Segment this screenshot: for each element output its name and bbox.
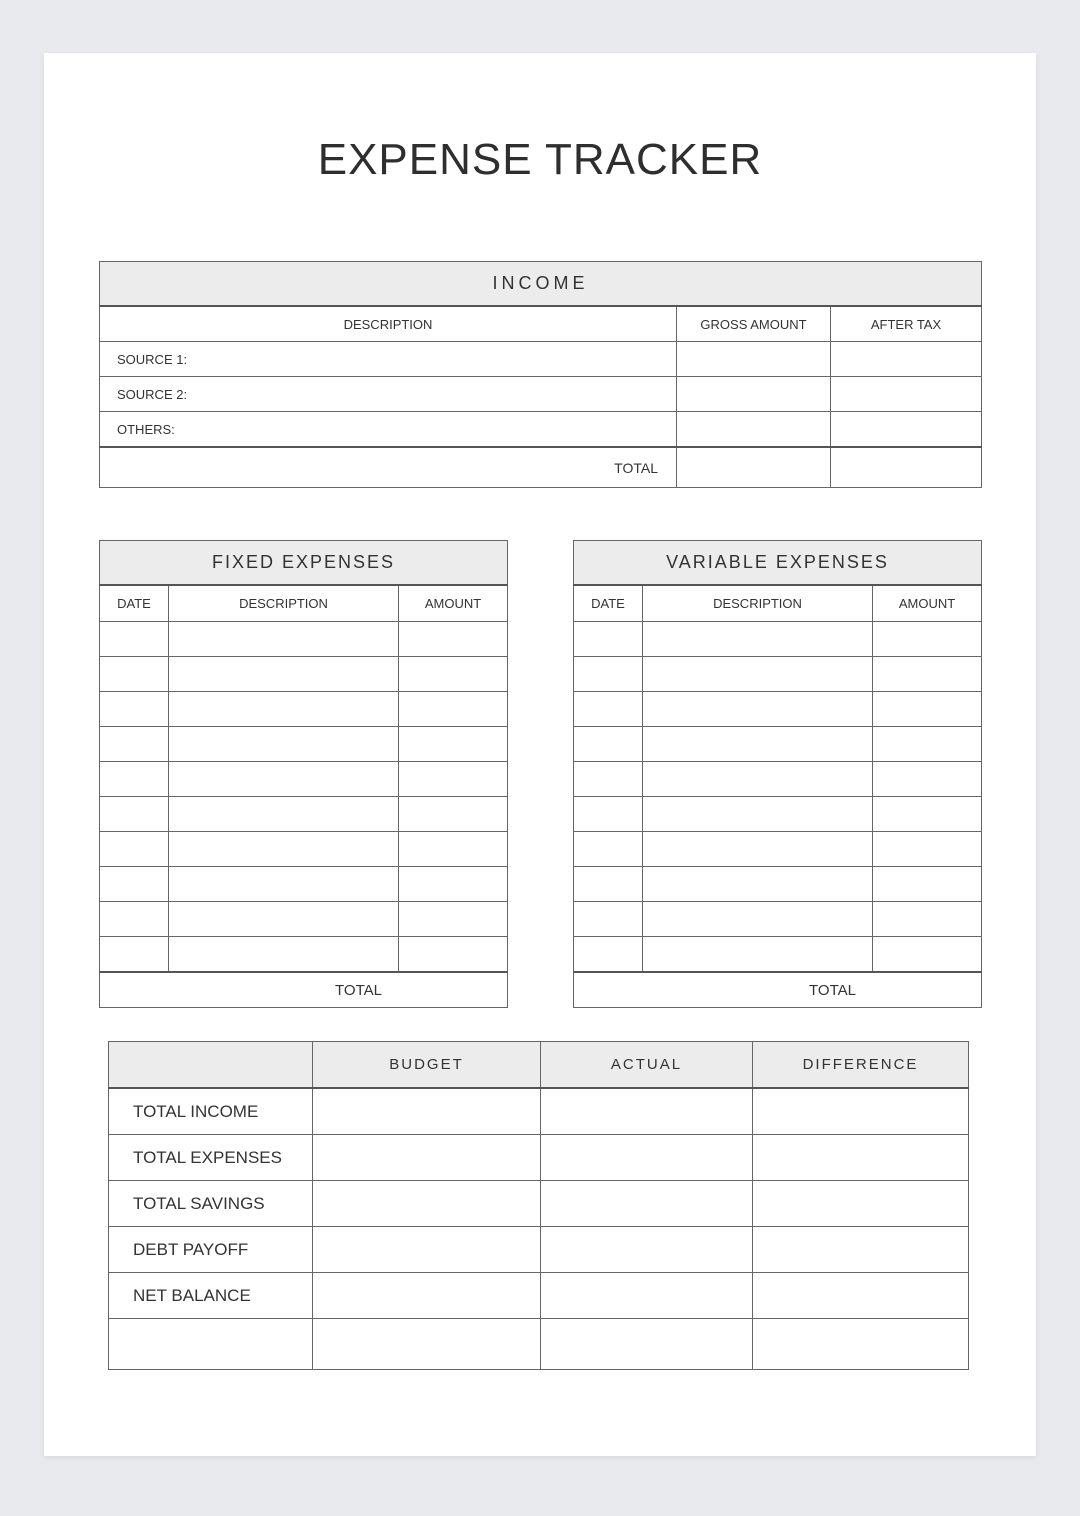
fixed-description-cell[interactable] <box>169 937 399 973</box>
income-gross-cell[interactable] <box>677 342 831 377</box>
table-row <box>100 657 508 692</box>
summary-row-label: TOTAL EXPENSES <box>109 1135 313 1181</box>
fixed-description-cell[interactable] <box>169 867 399 902</box>
table-row <box>574 797 982 832</box>
variable-description-cell[interactable] <box>643 622 873 657</box>
variable-date-cell[interactable] <box>574 657 643 692</box>
fixed-amount-cell[interactable] <box>399 832 508 867</box>
fixed-description-cell[interactable] <box>169 727 399 762</box>
variable-date-cell[interactable] <box>574 937 643 973</box>
fixed-amount-cell[interactable] <box>399 692 508 727</box>
table-row <box>100 342 982 377</box>
variable-date-cell[interactable] <box>574 727 643 762</box>
table-row <box>109 1135 969 1181</box>
variable-description-cell[interactable] <box>643 727 873 762</box>
table-row <box>109 1088 969 1135</box>
table-row <box>100 412 982 448</box>
summary-actual-cell[interactable] <box>541 1273 753 1319</box>
variable-col-amount: AMOUNT <box>873 585 982 622</box>
income-after-tax-cell[interactable] <box>831 377 982 412</box>
income-total-gross-cell[interactable] <box>677 447 831 488</box>
variable-col-date: DATE <box>574 585 643 622</box>
variable-description-cell[interactable] <box>643 657 873 692</box>
summary-col-difference: DIFFERENCE <box>753 1042 969 1089</box>
fixed-date-cell[interactable] <box>100 622 169 657</box>
variable-amount-cell[interactable] <box>873 867 982 902</box>
income-gross-cell[interactable] <box>677 377 831 412</box>
table-row <box>100 902 508 937</box>
summary-actual-cell[interactable] <box>541 1227 753 1273</box>
summary-actual-cell[interactable] <box>541 1319 753 1370</box>
variable-amount-cell[interactable] <box>873 622 982 657</box>
summary-budget-cell[interactable] <box>313 1088 541 1135</box>
fixed-description-cell[interactable] <box>169 622 399 657</box>
variable-description-cell[interactable] <box>643 937 873 973</box>
summary-blank-label-cell[interactable] <box>109 1319 313 1370</box>
table-row <box>109 1319 969 1370</box>
summary-col-budget: BUDGET <box>313 1042 541 1089</box>
fixed-amount-cell[interactable] <box>399 762 508 797</box>
summary-actual-cell[interactable] <box>541 1135 753 1181</box>
fixed-expenses-table <box>99 540 508 1008</box>
variable-date-cell[interactable] <box>574 832 643 867</box>
variable-total-label: TOTAL <box>574 972 982 1008</box>
fixed-amount-cell[interactable] <box>399 902 508 937</box>
summary-actual-cell[interactable] <box>541 1088 753 1135</box>
fixed-amount-cell[interactable] <box>399 622 508 657</box>
fixed-date-cell[interactable] <box>100 832 169 867</box>
table-row <box>574 727 982 762</box>
variable-amount-cell[interactable] <box>873 692 982 727</box>
fixed-amount-cell[interactable] <box>399 797 508 832</box>
summary-col-blank <box>109 1042 313 1089</box>
variable-date-cell[interactable] <box>574 762 643 797</box>
variable-col-description: DESCRIPTION <box>643 585 873 622</box>
fixed-total-label: TOTAL <box>100 972 508 1008</box>
variable-description-cell[interactable] <box>643 692 873 727</box>
variable-date-cell[interactable] <box>574 867 643 902</box>
summary-budget-cell[interactable] <box>313 1227 541 1273</box>
fixed-col-amount: AMOUNT <box>399 585 508 622</box>
summary-difference-cell[interactable] <box>753 1319 969 1370</box>
variable-date-cell[interactable] <box>574 797 643 832</box>
table-row <box>574 762 982 797</box>
fixed-description-cell[interactable] <box>169 692 399 727</box>
variable-amount-cell[interactable] <box>873 832 982 867</box>
variable-date-cell[interactable] <box>574 692 643 727</box>
table-row <box>100 762 508 797</box>
fixed-col-description: DESCRIPTION <box>169 585 399 622</box>
income-table <box>99 261 982 488</box>
variable-date-cell[interactable] <box>574 622 643 657</box>
fixed-description-cell[interactable] <box>169 832 399 867</box>
variable-date-cell[interactable] <box>574 902 643 937</box>
income-header: INCOME <box>100 262 982 307</box>
income-row-label: OTHERS: <box>100 412 677 448</box>
summary-row-label: TOTAL SAVINGS <box>109 1181 313 1227</box>
table-row <box>574 867 982 902</box>
summary-col-actual: ACTUAL <box>541 1042 753 1089</box>
income-after-tax-cell[interactable] <box>831 342 982 377</box>
income-col-gross-amount: GROSS AMOUNT <box>677 306 831 342</box>
table-row <box>574 622 982 657</box>
summary-row-label: TOTAL INCOME <box>109 1088 313 1135</box>
summary-budget-cell[interactable] <box>313 1135 541 1181</box>
variable-amount-cell[interactable] <box>873 762 982 797</box>
variable-description-cell[interactable] <box>643 832 873 867</box>
fixed-date-cell[interactable] <box>100 692 169 727</box>
table-row <box>574 937 982 973</box>
fixed-description-cell[interactable] <box>169 762 399 797</box>
table-row <box>100 937 508 973</box>
variable-description-cell[interactable] <box>643 762 873 797</box>
summary-difference-cell[interactable] <box>753 1181 969 1227</box>
income-col-description: DESCRIPTION <box>100 306 677 342</box>
fixed-date-cell[interactable] <box>100 937 169 973</box>
variable-expenses-table <box>573 540 982 1008</box>
fixed-date-cell[interactable] <box>100 867 169 902</box>
variable-amount-cell[interactable] <box>873 902 982 937</box>
income-total-after-tax-cell[interactable] <box>831 447 982 488</box>
table-row <box>100 622 508 657</box>
income-row-label: SOURCE 1: <box>100 342 677 377</box>
table-row <box>100 727 508 762</box>
table-row <box>109 1227 969 1273</box>
fixed-amount-cell[interactable] <box>399 727 508 762</box>
table-row <box>100 832 508 867</box>
summary-difference-cell[interactable] <box>753 1273 969 1319</box>
income-row-label: SOURCE 2: <box>100 377 677 412</box>
table-row <box>574 832 982 867</box>
fixed-amount-cell[interactable] <box>399 867 508 902</box>
summary-difference-cell[interactable] <box>753 1088 969 1135</box>
fixed-expenses-header: FIXED EXPENSES <box>100 541 508 586</box>
summary-actual-cell[interactable] <box>541 1181 753 1227</box>
variable-amount-cell[interactable] <box>873 937 982 973</box>
fixed-description-cell[interactable] <box>169 797 399 832</box>
fixed-description-cell[interactable] <box>169 902 399 937</box>
fixed-date-cell[interactable] <box>100 902 169 937</box>
fixed-date-cell[interactable] <box>100 727 169 762</box>
fixed-col-date: DATE <box>100 585 169 622</box>
summary-table <box>108 1041 969 1370</box>
fixed-date-cell[interactable] <box>100 762 169 797</box>
table-row <box>100 797 508 832</box>
table-row <box>109 1181 969 1227</box>
variable-description-cell[interactable] <box>643 902 873 937</box>
fixed-description-cell[interactable] <box>169 657 399 692</box>
variable-amount-cell[interactable] <box>873 797 982 832</box>
fixed-date-cell[interactable] <box>100 797 169 832</box>
fixed-amount-cell[interactable] <box>399 657 508 692</box>
table-row <box>100 867 508 902</box>
fixed-date-cell[interactable] <box>100 657 169 692</box>
table-row <box>574 902 982 937</box>
income-after-tax-cell[interactable] <box>831 412 982 448</box>
income-total-label: TOTAL <box>100 447 677 488</box>
income-col-after-tax: AFTER TAX <box>831 306 982 342</box>
variable-expenses-header: VARIABLE EXPENSES <box>574 541 982 586</box>
variable-amount-cell[interactable] <box>873 657 982 692</box>
table-row <box>100 377 982 412</box>
summary-difference-cell[interactable] <box>753 1227 969 1273</box>
fixed-amount-cell[interactable] <box>399 937 508 973</box>
variable-amount-cell[interactable] <box>873 727 982 762</box>
table-row <box>574 692 982 727</box>
table-row <box>574 657 982 692</box>
summary-row-label: DEBT PAYOFF <box>109 1227 313 1273</box>
table-row <box>109 1273 969 1319</box>
variable-description-cell[interactable] <box>643 797 873 832</box>
summary-difference-cell[interactable] <box>753 1135 969 1181</box>
page-title: EXPENSE TRACKER <box>317 135 763 184</box>
summary-row-label: NET BALANCE <box>109 1273 313 1319</box>
variable-description-cell[interactable] <box>643 867 873 902</box>
table-row <box>100 692 508 727</box>
summary-budget-cell[interactable] <box>313 1319 541 1370</box>
summary-budget-cell[interactable] <box>313 1181 541 1227</box>
income-gross-cell[interactable] <box>677 412 831 448</box>
summary-budget-cell[interactable] <box>313 1273 541 1319</box>
